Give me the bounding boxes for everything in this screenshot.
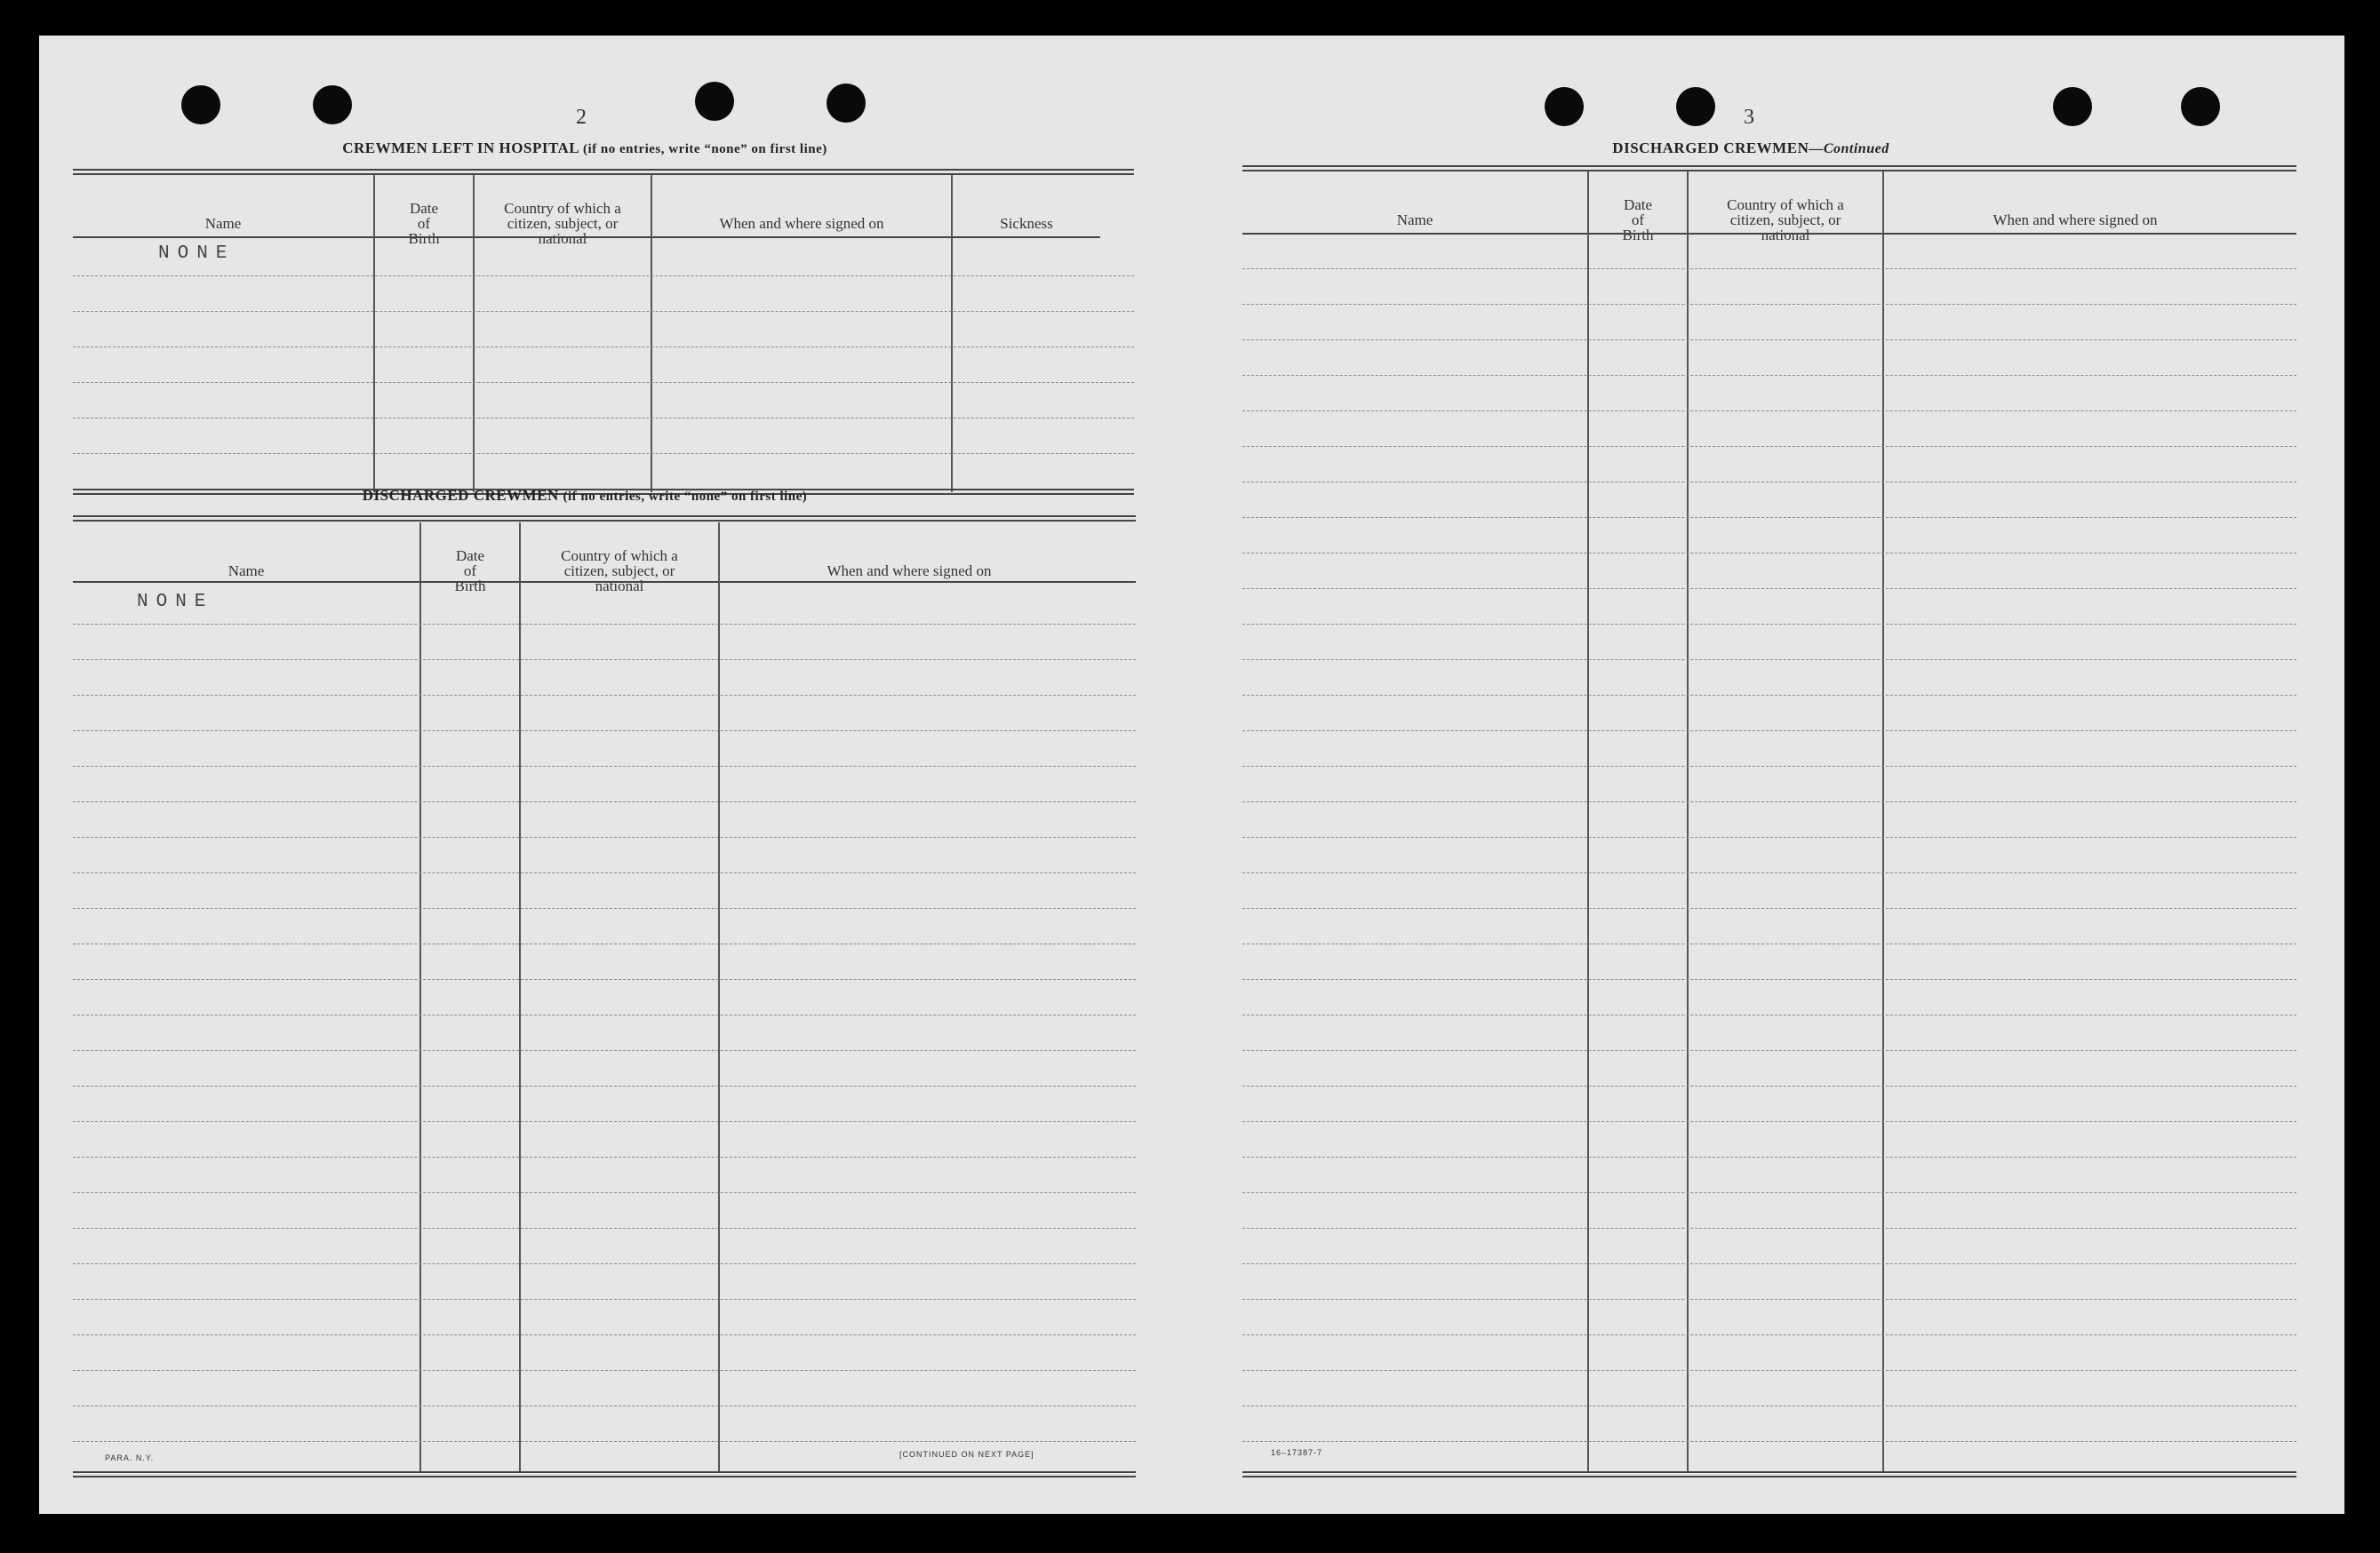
column-header-country: Country of which a citizen, subject, or national bbox=[1727, 195, 1844, 243]
punch-hole bbox=[2053, 87, 2092, 126]
page-number: 3 bbox=[1744, 106, 1754, 129]
punch-hole bbox=[827, 84, 866, 123]
punch-hole bbox=[313, 85, 352, 124]
footer-continued-note: [CONTINUED ON NEXT PAGE] bbox=[899, 1450, 1034, 1459]
footer-printer-mark: PARA. N.Y. bbox=[105, 1453, 155, 1462]
column-header-name: Name bbox=[228, 561, 265, 579]
document-sheet bbox=[39, 36, 2344, 1514]
column-header-country: Country of which a citizen, subject, or national bbox=[504, 199, 621, 247]
column-header-country: Country of which a citizen, subject, or national bbox=[561, 546, 678, 594]
column-header-name: Name bbox=[1396, 211, 1434, 228]
column-header-name: Name bbox=[204, 214, 242, 232]
column-header-signed-on: When and where signed on bbox=[827, 561, 992, 579]
footer-form-number: 16–17387-7 bbox=[1271, 1448, 1323, 1457]
column-header-sickness: Sickness bbox=[1000, 214, 1053, 232]
column-header-signed-on: When and where signed on bbox=[1993, 211, 2158, 228]
hospital-first-entry: NONE bbox=[158, 243, 236, 264]
punch-hole bbox=[1676, 87, 1715, 126]
punch-hole bbox=[2181, 87, 2220, 126]
discharged-continued-title: DISCHARGED CREWMEN—Continued bbox=[1612, 139, 1889, 156]
punch-hole bbox=[1545, 87, 1584, 126]
discharged-first-entry: NONE bbox=[137, 592, 214, 612]
discharged-section-title: DISCHARGED CREWMEN (if no entries, write “none” on first line) bbox=[362, 487, 808, 504]
hospital-section-title: CREWMEN LEFT IN HOSPITAL (if no entries, write “none” on first line) bbox=[342, 139, 827, 156]
column-header-signed-on: When and where signed on bbox=[719, 214, 884, 232]
page-number: 2 bbox=[576, 106, 587, 129]
punch-hole bbox=[695, 82, 734, 121]
column-header-date-of-birth: Date of Birth bbox=[408, 199, 440, 247]
punch-hole bbox=[181, 85, 220, 124]
column-header-date-of-birth: Date of Birth bbox=[454, 546, 486, 594]
column-header-date-of-birth: Date of Birth bbox=[1622, 195, 1654, 243]
